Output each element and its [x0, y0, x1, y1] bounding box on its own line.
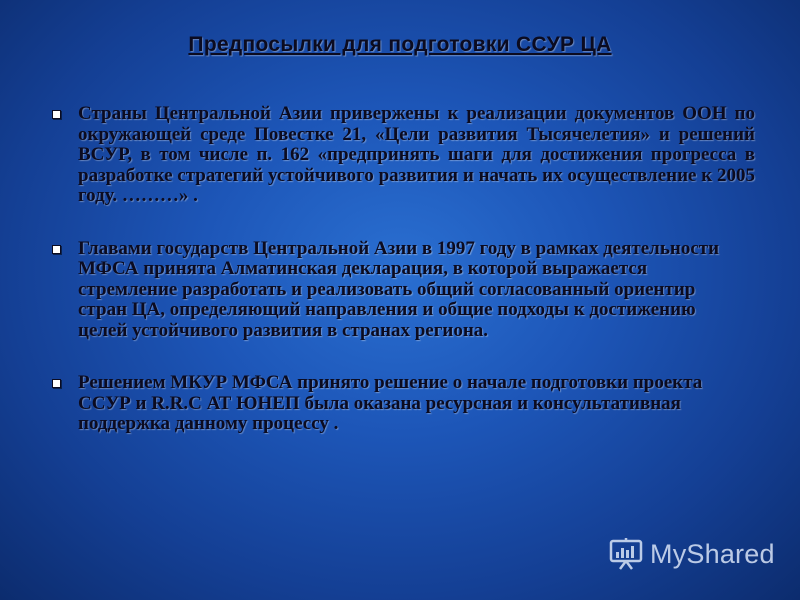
- bullet-text: Решением МКУР МФСА принято решение о начале подготовки проекта ССУР и R.R.C АТ ЮНЕП была оказана ресурсная и консультативная поддержка данному процессу .: [78, 372, 703, 434]
- bullet-text: Главами государств Центральной Азии в 1997 году в рамках деятельности МФСА принята Алматинская декларация, в которой выражается стремление разработать и реализовать общий согласованный ориентир стран ЦА, определяющий направления и общие подходы к достижению целей устойчивого развития в странах региона.: [78, 237, 720, 341]
- bullet-item: [50, 104, 755, 207]
- bullet-text: Страны Центральной Азии привержены к реализации документов ООН по окружающей среде Повестке 21, «Цели развития Тысячелетия» и решений ВСУР, в том числе п. 162 «предпринять шаги для достижения прогресса в разработке стратегий устойчивого развития и начать их осуществление к 2005 году. ………» .: [78, 103, 755, 206]
- bullet-item: [50, 239, 738, 342]
- myshared-watermark: [608, 534, 775, 574]
- square-bullet-icon: [52, 110, 61, 119]
- slide-title: Предпосылки для подготовки ССУР ЦА: [188, 33, 612, 56]
- bullet-list: [50, 104, 755, 435]
- square-bullet-icon: [52, 379, 61, 388]
- presentation-board-icon: [608, 536, 644, 572]
- bullet-item: [50, 373, 738, 435]
- square-bullet-icon: [52, 245, 61, 254]
- watermark-text: MyShared: [650, 538, 775, 569]
